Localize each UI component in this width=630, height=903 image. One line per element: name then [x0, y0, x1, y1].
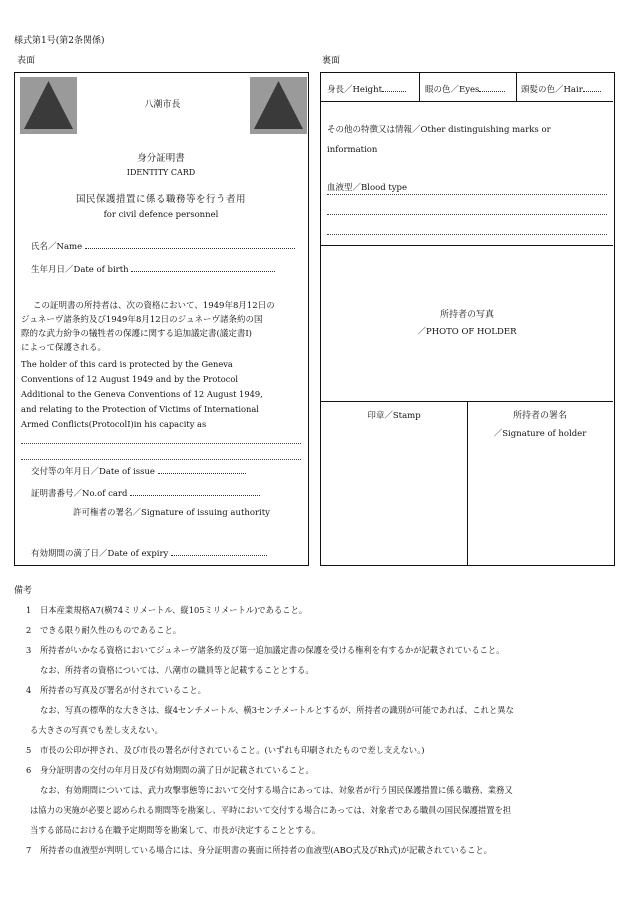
blood-type-row [327, 183, 407, 194]
note-number: 5 [26, 745, 32, 755]
note-number: 6 [26, 765, 32, 775]
note-line [26, 765, 314, 775]
note-line [40, 665, 314, 675]
issuer: 八潮市長 [144, 100, 181, 110]
note-text: なお、有効期間については、武力攻撃事態等において交付する場合にあっては、対象者が行う国民保護措置に係る職務、業務又 [40, 785, 513, 795]
height-label: 身長／Height [327, 85, 382, 95]
statement-jp-line: この証明書の所持者は、次の資格において、1949年8月12日の [33, 301, 275, 311]
holder-signature-en: ／Signature of holder [493, 429, 587, 439]
front-card [14, 72, 309, 566]
note-line [26, 625, 181, 635]
divider [516, 73, 517, 101]
note-text: 所持者の写真及び署名が付されていること。 [40, 685, 206, 695]
note-line [30, 805, 511, 815]
subtitle-jp: 国民保護措置に係る職務等を行う者用 [75, 194, 246, 205]
note-number: 2 [26, 625, 32, 635]
note-line [40, 785, 513, 795]
note-text: なお、写真の標準的な大きさは、縦4センチメートル、横3センチメートルとするが、所持者の識別が可能であれば、これと異な [40, 705, 514, 715]
statement-en-line: Additional to the Geneva Conventions of 12 August 1949, [21, 389, 263, 399]
back-label: 裏面 [322, 56, 341, 66]
note-line [26, 845, 492, 855]
card-no-row [31, 486, 260, 500]
dob-field [131, 262, 275, 272]
note-number: 3 [26, 645, 32, 655]
note-number: 4 [26, 685, 32, 695]
holder-signature-jp: 所持者の署名 [512, 411, 567, 421]
name-row [31, 239, 295, 253]
photo-en: ／PHOTO OF HOLDER [417, 327, 517, 337]
stamp-label: 印章／Stamp [367, 411, 421, 421]
other-marks-line2: information [327, 145, 378, 155]
issue-date-field [158, 464, 246, 474]
height-cell [327, 82, 406, 96]
card-no-field [130, 486, 260, 496]
civil-defence-triangle-icon [250, 77, 307, 134]
expiry-row [31, 546, 267, 560]
statement-jp-line: ジュネーヴ諸条約及び1949年8月12日のジュネーヴ諸条約の国 [21, 315, 263, 325]
statement-jp [21, 299, 275, 355]
hair-field [583, 82, 601, 92]
blood-type-label: 血液型／Blood type [327, 183, 408, 193]
note-line [26, 685, 206, 695]
notes-title: 備考 [14, 586, 33, 596]
note-text: 市長の公印が押され、及び市長の署名が付されていること。(いずれも印刷されたもので差し支えない。) [40, 745, 425, 755]
divider [467, 401, 468, 565]
note-line [30, 725, 163, 735]
divider [419, 73, 420, 101]
note-text: 身分証明書の交付の年月日及び有効期間の満了日が記載されていること。 [40, 765, 314, 775]
note-line [30, 825, 320, 835]
note-text: る大きさの写真でも差し支えない。 [30, 725, 163, 735]
note-number: 1 [26, 605, 32, 615]
statement-jp-line: によって保護される。 [21, 343, 107, 353]
blood-type-line-1 [327, 194, 607, 195]
note-text: できる限り耐久性のものであること。 [40, 625, 182, 635]
expiry-field [171, 546, 267, 556]
eyes-field [479, 82, 505, 92]
expiry-label: 有効期間の満了日／Date of expiry [31, 549, 169, 559]
blood-type-line-2 [327, 214, 607, 215]
note-line [26, 745, 424, 755]
civil-defence-triangle-icon [20, 77, 77, 134]
name-label: 氏名／Name [31, 242, 83, 252]
divider [321, 245, 613, 246]
photo-jp: 所持者の写真 [439, 310, 494, 320]
blood-type-line-3 [327, 234, 607, 235]
name-field [85, 239, 295, 249]
note-text: 所持者がいかなる資格においてジュネーヴ諸条約及び第一追加議定書の保護を受ける権利を有するかが記載されていること。 [40, 645, 505, 655]
note-text: 所持者の血液型が判明している場合には、身分証明書の裏面に所持者の血液型(ABO式及びRh式)が記載されていること。 [40, 845, 492, 855]
hair-label: 頭髪の色／Hair [521, 85, 583, 95]
emblem-right [250, 77, 307, 134]
note-text: は協力の実施が必要と認められる期間等を勘案し、平時において交付する場合にあっては、対象者である職員の国民保護措置を担 [30, 805, 512, 815]
other-marks-line1: その他の特徴又は情報／Other distinguishing marks or [327, 125, 551, 135]
issue-date-row [31, 464, 246, 478]
note-text: なお、所持者の資格については、八潮市の職員等と記載することとする。 [40, 665, 314, 675]
title-en: IDENTITY CARD [126, 168, 196, 177]
dob-label: 生年月日／Date of birth [31, 265, 129, 275]
note-text: 当する部局における在職予定期間等を勘案して、市長が決定することとする。 [30, 825, 321, 835]
statement-en-line: Conventions of 12 August 1949 and by the Protocol [21, 374, 238, 384]
eyes-cell [425, 82, 505, 96]
note-number: 7 [26, 845, 32, 855]
note-line [26, 645, 504, 655]
hair-cell [521, 82, 601, 96]
emblem-left [20, 77, 77, 134]
divider [321, 101, 613, 102]
issue-date-label: 交付等の年月日／Date of issue [31, 467, 155, 477]
card-no-label: 証明書番号／No.of card [31, 489, 128, 499]
statement-en-line: The holder of this card is protected by the Geneva [21, 359, 233, 369]
statement-en-line: and relating to the Protection of Victims of International [21, 404, 259, 414]
capacity-line-2 [21, 459, 301, 460]
note-text: 日本産業規格A7(横74ミリメートル、縦105ミリメートル)であること。 [40, 605, 308, 615]
title-jp: 身分証明書 [137, 153, 185, 164]
statement-en-line: Armed Conflicts(ProtocolⅠ)in his capacity as [21, 419, 207, 429]
statement-jp-line: 際的な武力紛争の犠牲者の保護に関する追加議定書(議定書Ⅰ) [21, 329, 252, 339]
note-line [40, 705, 514, 715]
capacity-line-1 [21, 443, 301, 444]
height-field [382, 82, 406, 92]
subtitle-en: for civil defence personnel [103, 210, 219, 220]
eyes-label: 眼の色／Eyes [425, 85, 480, 95]
back-card [320, 72, 615, 566]
front-label: 表面 [17, 56, 36, 66]
dob-row [31, 262, 275, 276]
note-line [26, 605, 307, 615]
form-number: 様式第1号(第2条関係) [14, 36, 105, 46]
signature-authority-label: 許可権者の署名／Signature of issuing authority [73, 508, 270, 518]
statement-en [21, 357, 263, 432]
